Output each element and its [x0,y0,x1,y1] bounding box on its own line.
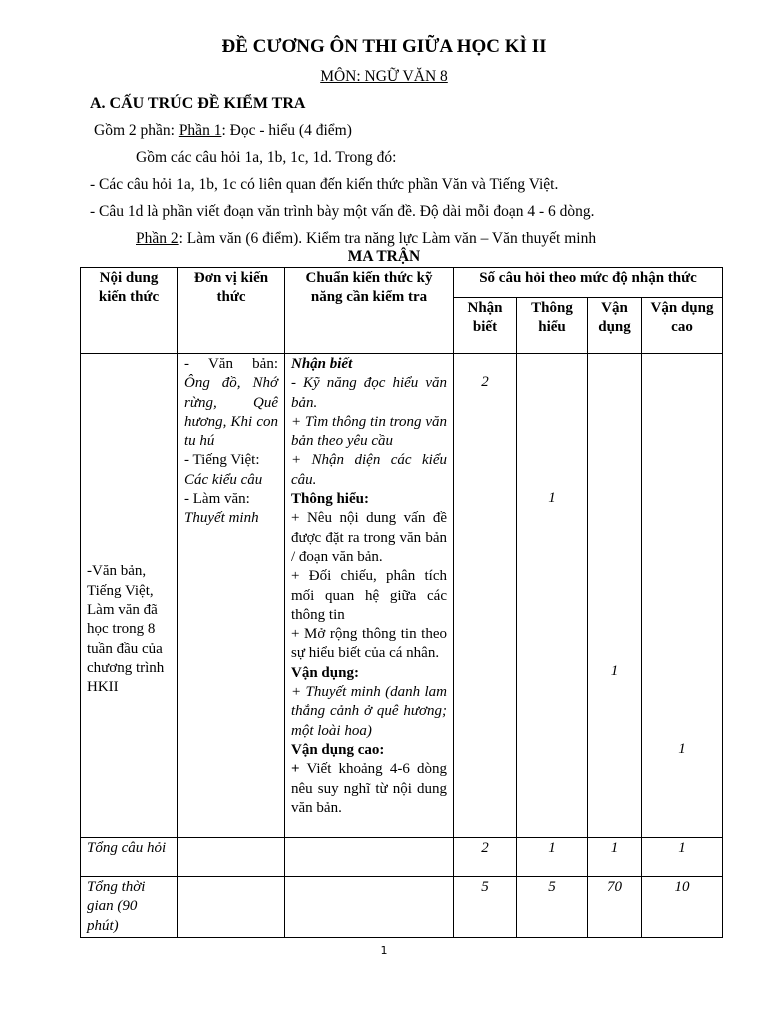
don-vi-lam-van-label: - Làm văn: [184,491,250,508]
structure-prefix: Gồm 2 phần: [94,122,179,139]
structure-part2 [136,230,596,248]
questions-line-1: - Các câu hỏi 1a, 1b, 1c có liên quan đến kiến thức phần Văn và Tiếng Việt. [90,176,559,193]
count-van-dung: 1 [610,663,619,679]
questions-line-2: - Câu 1d là phần viết đoạn văn trình bày một vấn đề. Độ dài mỗi đoạn 4 - 6 dòng. [90,203,595,220]
cell-noi-dung: -Văn bản, Tiếng Việt, Làm văn đã học trong 8 tuần đầu của chương trình HKII [81,354,178,838]
header-nhan-biet: Nhận biết [454,298,517,354]
don-vi-van-ban-label: - Văn bản: [184,356,278,372]
van-dung-title: Vận dụng: [291,664,359,681]
total-time-nhan-biet: 5 [454,877,517,938]
row-total-questions-empty-1 [178,838,285,877]
count-van-dung-cao: 1 [678,741,686,757]
row-total-time-label: Tổng thời gian (90 phút) [81,877,178,938]
header-chuan: Chuẩn kiến thức kỹ năng cần kiểm tra [285,268,454,354]
part1-text: : Đọc - hiểu (4 điểm) [221,122,352,139]
thong-hieu-item-3: + Mở rộng thông tin theo sự hiểu biết của cá nhân. [291,626,447,662]
cell-van-dung [588,354,642,838]
total-questions-van-dung: 1 [588,838,642,877]
row-total-questions-label: Tổng câu hỏi [81,838,178,877]
nhan-biet-title: Nhận biết [291,356,353,372]
cell-don-vi [178,354,285,838]
header-van-dung: Vận dụng [588,298,642,354]
section-heading: A. CẤU TRÚC ĐỀ KIỂM TRA [90,95,306,112]
van-dung-item-1: + Thuyết minh (danh lam thắng cảnh ở quê hương; một loài hoa) [291,684,447,739]
don-vi-tieng-viet-label: - Tiếng Việt: [184,452,260,469]
part1-label: Phần 1 [178,122,222,139]
total-time-van-dung-cao: 10 [642,877,723,938]
don-vi-tieng-viet-items: Các kiểu câu [184,471,263,488]
van-dung-cao-title: Vận dụng cao: [291,741,385,758]
matrix-table [80,267,723,938]
total-questions-nhan-biet: 2 [454,838,517,877]
don-vi-van-ban-items: Ông đồ, Nhớ rừng, Quê hương, Khi con tu hú [184,375,278,450]
cell-nhan-biet [454,354,517,838]
nhan-biet-item-1: - Kỹ năng đọc hiểu văn bản. [291,375,447,411]
header-noi-dung: Nội dung kiến thức [81,268,178,354]
thong-hieu-title: Thông hiểu: [291,491,369,508]
structure-part1 [94,122,352,140]
total-time-thong-hieu: 5 [517,877,588,938]
document-title: ĐỀ CƯƠNG ÔN THI GIỮA HỌC KÌ II [221,36,547,57]
van-dung-cao-text: Viết khoảng 4-6 dòng nêu suy nghĩ từ nội dung văn bản. [291,761,447,816]
part2-text: : Làm văn (6 điểm). Kiểm tra năng lực Làm văn – Văn thuyết minh [178,230,597,247]
nhan-biet-item-3: + Nhận diện các kiểu câu. [291,452,447,488]
count-thong-hieu: 1 [548,490,556,506]
van-dung-cao-item-1 [291,760,447,818]
subject-line: MÔN: NGỮ VĂN 8 [320,68,448,85]
cell-thong-hieu [517,354,588,838]
total-questions-thong-hieu: 1 [517,838,588,877]
questions-intro: Gồm các câu hỏi 1a, 1b, 1c, 1d. Trong đó: [136,149,397,166]
count-nhan-biet: 2 [481,374,489,390]
header-thong-hieu: Thông hiểu [517,298,588,354]
matrix-title: MA TRẬN [347,248,421,265]
nhan-biet-item-2: + Tìm thông tin trong văn bản theo yêu cầu [291,413,447,450]
header-van-dung-cao: Vận dụng cao [642,298,723,354]
cell-van-dung-cao [642,354,723,838]
page-number: 1 [380,944,388,957]
row-total-time-empty-1 [178,877,285,938]
header-so-cau: Số câu hỏi theo mức độ nhận thức [454,268,723,298]
total-time-van-dung: 70 [588,877,642,938]
header-don-vi: Đơn vị kiến thức [178,268,285,354]
don-vi-lam-van-items: Thuyết minh [184,510,259,527]
van-dung-cao-plus: + [291,761,300,778]
row-total-time-empty-2 [285,877,454,938]
thong-hieu-item-1: + Nêu nội dung vấn đề được đặt ra trong văn bản / đoạn văn bản. [291,510,447,565]
total-questions-van-dung-cao: 1 [642,838,723,877]
thong-hieu-item-2: + Đối chiếu, phân tích mối quan hệ giữa các thông tin [291,568,447,623]
cell-chuan [285,354,454,838]
part2-label: Phần 2 [136,230,179,247]
row-total-questions-empty-2 [285,838,454,877]
